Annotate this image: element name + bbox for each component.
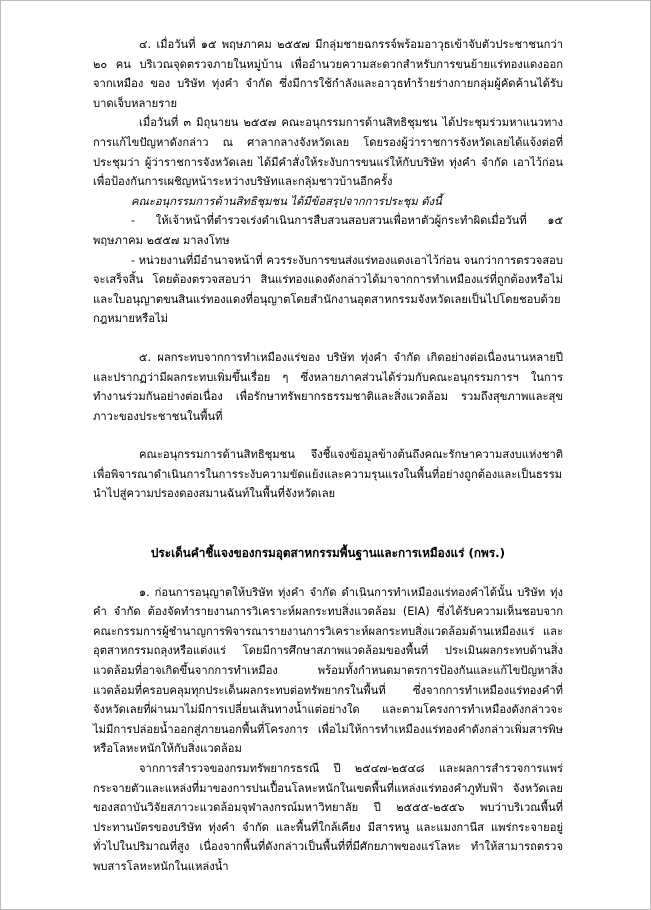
document-body (93, 35, 563, 877)
paragraph-meeting: เมื่อวันที่ ๓ มิถุนายน ๒๕๕๗ คณะอนุกรรมการด้านสิทธิชุมชน ได้ประชุมร่วมหาแนวทางการแก้ไขปัญหาดังกล่าว ณ ศาลากลางจังหวัดเลย โดยรองผู้ว่าราชการจังหวัดเลยได้แจ้งต่อที่ประชุมว่า ผู้ว่าราชการจังหวัดเลย ได้มีคำสั่งให้ระงับการขนแร่ให้กับบริษัท ทุ่งคำ จำกัด เอาไว้ก่อน เพื่อป้องกันการเผชิญหน้าระหว่างบริษัทและกลุ่มชาวบ้านอีกครั้ง (93, 116, 563, 189)
paragraph-conclusion: คณะอนุกรรมการด้านสิทธิชุมชน จึงชี้แจงข้อมูลข้างต้นถึงคณะรักษาความสงบแห่งชาติ เพื่อพิจารณาดำเนินการในการระงับความขัดแย้งและความรุนแรงในพื้นที่อย่างถูกต้องและเป็นธรรม นำไปสู่ความปรองดองสมานฉันท์ในพื้นที่จังหวัดเลย (93, 448, 563, 501)
meeting-summary-heading: คณะอนุกรรมการด้านสิทธิชุมชน ได้มีข้อสรุปจากการประชุม ดังนี้ (131, 194, 442, 208)
summary-bullet-1: - ให้เจ้าหน้าที่ตำรวจเร่งดำเนินการสืบสวนสอบสวนเพื่อหาตัวผู้กระทำผิดเมื่อวันที่ ๑๕ พฤษภาคม ๒๕๕๗ มาลงโทษ (93, 214, 563, 247)
paragraph-item-4: ๔. เมื่อวันที่ ๑๕ พฤษภาคม ๒๕๕๗ มีกลุ่มชายฉกรรจ์พร้อมอาวุธเข้าจับตัวประชาชนกว่า ๒๐ คน บริเวณจุดตรวจภายในหมู่บ้าน เพื่ออำนวยความสะดวกสำหรับการขนย้ายแร่ทองแดงออกจากเหมือง ของ บริษัท ทุ่งคำ จำกัด ซึ่งมีการใช้กำลังและอาวุธทำร้ายร่างกายกลุ่มผู้คัดค้านได้รับบาดเจ็บหลายราย (93, 38, 563, 110)
paragraph-dpim-1: ๑. ก่อนการอนุญาตให้บริษัท ทุ่งคำ จำกัด ดำเนินการทำเหมืองแร่ทองคำได้นั้น บริษัท ทุ่งคำ จำกัด ต้องจัดทำรายงานการวิเคราะห์ผลกระทบสิ่งแวดล้อม (EIA) ซึ่งได้รับความเห็นชอบจากคณะกรรมการผู้ชำนาญการพิจารณารายงานการวิเคราะห์ผลกระทบสิ่งแวดล้อมด้านเหมืองแร่ และอุตสาหกรรมถลุงหรือแต่งแร่ โดยมีการศึกษาสภาพแวดล้อมของพื้นที่ ประเมินผลกระทบด้านสิ่งแวดล้อมที่อาจเกิดขึ้นจากการทำเหมือง พร้อมทั้งกำหนดมาตรการป้องกันและแก้ไขปัญหาสิ่งแวดล้อมที่ครอบคลุมทุกประเด็นผลกระทบต่อทรัพยากรในพื้นที่ ซึ่งจากการทำเหมืองแร่ทองคำที่จังหวัดเลยที่ผ่านมาไม่มีการเปลี่ยนเส้นทางน้ำแต่อย่างใด และตามโครงการทำเหมืองดังกล่าวจะไม่มีการปล่อยน้ำออกสู่ภายนอกพื้นที่โครงการ เพื่อไม่ให้การทำเหมืองแร่ทองคำดังกล่าวเพิ่มสารพิษหรือโลหะหนักให้กับสิ่งแวดล้อม (93, 585, 563, 756)
spacer (93, 504, 563, 544)
spacer (93, 329, 563, 348)
summary-bullet-2: - หน่วยงานที่มีอำนาจหน้าที่ ควรระงับการขนส่งแร่ทองแดงเอาไว้ก่อน จนกว่าการตรวจสอบจะเสร็จสิ้น โดยต้องตรวจสอบว่า สินแร่ทองแดงดังกล่าวได้มาจากการทำเหมืองแร่ที่ถูกต้องหรือไม่ และใบอนุญาตขนสินแร่ทองแดงที่อนุญาตโดยสำนักงานอุตสาหกรรมจังหวัดเลยเป็นไปโดยชอบด้วยกฎหมายหรือไม่ (93, 253, 563, 326)
spacer (93, 564, 563, 583)
section-heading: ประเด็นคำชี้แจงของกรมอุตสาหกรรมพื้นฐานและการเหมืองแร่ (กพร.) (150, 546, 506, 561)
paragraph-dpim-2: จากการสำรวจของกรมทรัพยากรธรณี ปี ๒๕๔๗-๒๕๔๘ และผลการสำรวจการแพร่กระจายตัวและแหล่งที่มาของการปนเปื้อนโลหะหนักในเขตพื้นที่แหล่งแร่ทองคำภูทับฟ้า จังหวัดเลย ของสถาบันวิจัยสภาวะแวดล้อมจุฬาลงกรณ์มหาวิทยาลัย ปี ๒๕๕๕-๒๕๕๖ พบว่าบริเวณพื้นที่ประทานบัตรของบริษัท ทุ่งคำ จำกัด และพื้นที่ใกล้เคียง มีสารหนู และแมงกานีส แพร่กระจายอยู่ทั่วไปในปริมาณที่สูง เนื่องจากพื้นที่ดังกล่าวเป็นพื้นที่ที่มีศักยภาพของแร่โลหะ ทำให้สามารถตรวจพบสารโลหะหนักในแหล่งน้ำ (93, 762, 563, 873)
paragraph-item-5: ๕. ผลกระทบจากการทำเหมืองแร่ของ บริษัท ทุ่งคำ จำกัด เกิดอย่างต่อเนื่องนานหลายปี และปรากฏว่ามีผลกระทบเพิ่มขึ้นเรื่อย ๆ ซึ่งหลายภาคส่วนได้ร่วมกับคณะอนุกรรมการฯ ในการทำงานร่วมกันอย่างต่อเนื่อง เพื่อรักษาทรัพยากรธรรมชาติและสิ่งแวดล้อม รวมถึงสุขภาพและสุขภาวะของประชาชนในพื้นที่ (93, 350, 563, 423)
spacer (93, 426, 563, 445)
